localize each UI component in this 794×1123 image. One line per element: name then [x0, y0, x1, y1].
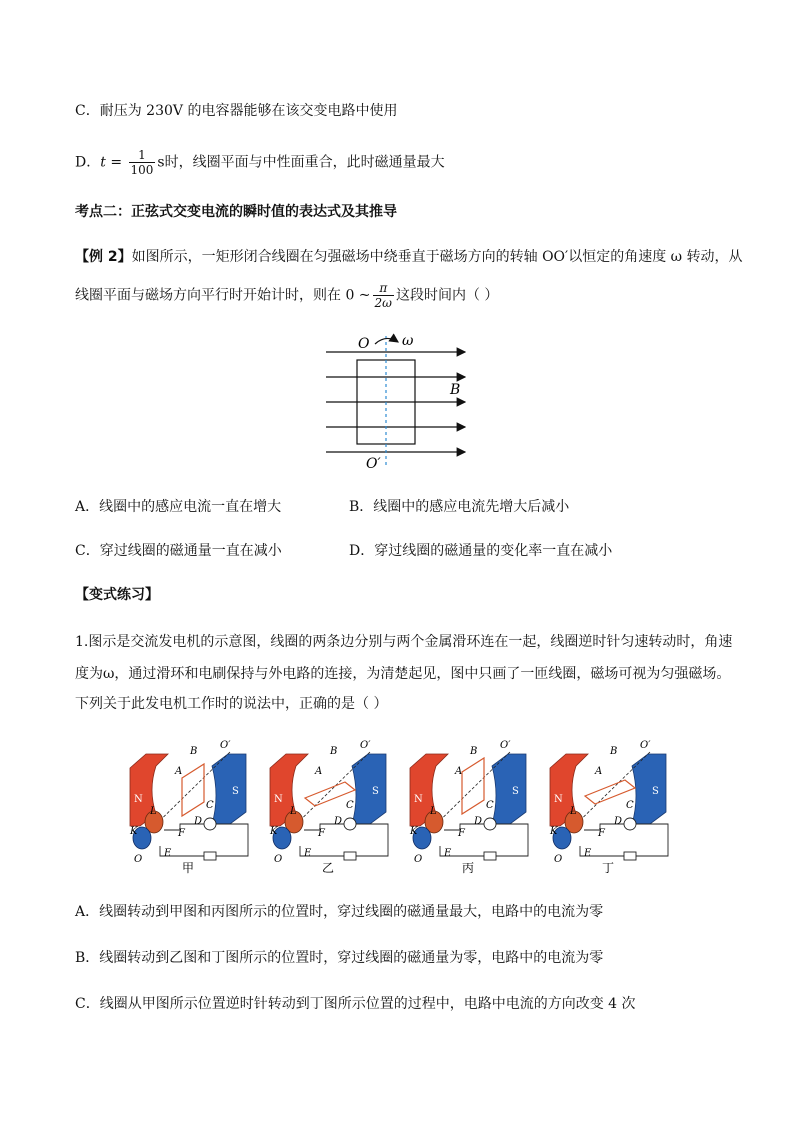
generator-figure-4 [540, 738, 675, 876]
label-d: D [614, 816, 623, 827]
practice-option-a: A．线圈转动到甲图和丙图所示的位置时，穿过线圈的磁通量最大，电路中的电流为零 [75, 904, 604, 920]
label-a: A [455, 766, 463, 777]
south-label: S [232, 786, 239, 797]
south-label: S [652, 786, 659, 797]
option-d-denominator: 100 [130, 163, 154, 177]
figure-caption: 乙 [322, 861, 335, 875]
label-o: O [274, 854, 283, 865]
practice-q1-line2: 度为ω，通过滑环和电刷保持与外电路的连接，为清楚起见，图中只画了一匝线圈，磁场可视为匀强磁场。 [75, 666, 731, 682]
label-b: B [610, 746, 618, 757]
label-b: B [470, 746, 478, 757]
label-a: A [175, 766, 183, 777]
label-k: K [410, 826, 418, 837]
generator-figure-1 [120, 738, 255, 876]
example2-text2-prefix: 线圈平面与磁场方向平行时开始计时，则在 0 ~ [75, 287, 371, 304]
label-f: F [178, 828, 185, 839]
coil-in-field-figure [320, 330, 480, 475]
resistor [344, 852, 356, 860]
coil [182, 764, 204, 816]
option-d-numerator: 1 [129, 148, 156, 163]
generator-figures [120, 738, 680, 876]
label-e: E [444, 848, 452, 859]
north-label: N [134, 794, 143, 805]
option-d-suffix: s时，线圈平面与中性面重合，此时磁通量最大 [157, 154, 445, 171]
label-e: E [164, 848, 172, 859]
practice-q1-line3: 下列关于此发电机工作时的说法中，正确的是（ ） [75, 696, 388, 712]
example2-frac-den: 2ω [374, 296, 392, 310]
option-c-previous: C．耐压为 230V 的电容器能够在该交变电路中使用 [75, 103, 398, 119]
external-circuit [440, 824, 528, 856]
field-lines [326, 352, 465, 452]
label-o-prime: O′ [500, 740, 511, 751]
label-c: C [206, 800, 214, 811]
example2-option-c: C．穿过线圈的磁通量一直在减小 [75, 543, 282, 559]
label-o: O [134, 854, 143, 865]
label-k: K [550, 826, 558, 837]
south-label: S [512, 786, 519, 797]
practice-q1-line1: 1.图示是交流发电机的示意图，线圈的两条边分别与两个金属滑环连在一起，线圈逆时针匀速转动时，角速 [75, 634, 733, 650]
ammeter-icon [624, 818, 636, 830]
option-d-eq: = [105, 154, 127, 171]
external-circuit [160, 824, 248, 856]
example2-frac-num: π [373, 281, 394, 296]
label-f: F [458, 828, 465, 839]
label-o: O [554, 854, 563, 865]
generator-figure-2 [260, 738, 395, 876]
resistor [624, 852, 636, 860]
label-e: E [584, 848, 592, 859]
label-k: K [130, 826, 138, 837]
label-l: L [430, 806, 437, 817]
north-label: N [554, 794, 563, 805]
label-c: C [486, 800, 494, 811]
label-b: B [450, 382, 461, 398]
label-o-prime: O′ [360, 740, 371, 751]
label-o: O [358, 336, 370, 352]
ammeter-icon [204, 818, 216, 830]
resistor [204, 852, 216, 860]
figure-caption: 丙 [462, 861, 475, 875]
label-l: L [150, 806, 157, 817]
example2-tag: 【例 2】 [75, 249, 132, 265]
label-b: B [190, 746, 198, 757]
label-omega: ω [402, 333, 414, 349]
label-l: L [290, 806, 297, 817]
label-b: B [330, 746, 338, 757]
south-label: S [372, 786, 379, 797]
practice-title: 【变式练习】 [75, 587, 159, 603]
label-d: D [474, 816, 483, 827]
example2-option-b: B．线圈中的感应电流先增大后减小 [349, 499, 570, 515]
option-d-prefix: D． [75, 154, 101, 171]
example2-option-a: A．线圈中的感应电流一直在增大 [75, 499, 282, 515]
practice-option-b: B．线圈转动到乙图和丁图所示的位置时，穿过线圈的磁通量为零，电路中的电流为零 [75, 950, 604, 966]
label-f: F [598, 828, 605, 839]
label-o-prime: O′ [220, 740, 231, 751]
ammeter-icon [484, 818, 496, 830]
example2-option-d: D．穿过线圈的磁通量的变化率一直在减小 [349, 543, 613, 559]
option-d-previous [75, 148, 445, 177]
label-o-prime: O′ [640, 740, 651, 751]
label-e: E [304, 848, 312, 859]
example2-line1 [75, 247, 743, 267]
label-f: F [318, 828, 325, 839]
example2-text1: 如图所示，一矩形闭合线圈在匀强磁场中绕垂直于磁场方向的转轴 OO′以恒定的角速度 ω 转动，从 [131, 249, 743, 265]
label-l: L [570, 806, 577, 817]
label-d: D [194, 816, 203, 827]
label-o-prime: O′ [366, 456, 381, 472]
label-c: C [346, 800, 354, 811]
option-d-fraction [129, 148, 156, 177]
example2-fraction [373, 281, 394, 310]
label-a: A [595, 766, 603, 777]
example2-text2-suffix: 这段时间内（ ） [395, 287, 499, 304]
coil [462, 758, 484, 814]
example2-line2 [75, 281, 498, 310]
figure-caption: 甲 [182, 861, 195, 875]
resistor [484, 852, 496, 860]
label-d: D [334, 816, 343, 827]
section-title: 考点二：正弦式交变电流的瞬时值的表达式及其推导 [75, 204, 397, 220]
label-k: K [270, 826, 278, 837]
north-label: N [274, 794, 283, 805]
figure-caption: 丁 [602, 861, 615, 875]
practice-option-c: C．线圈从甲图所示位置逆时针转动到丁图所示位置的过程中，电路中电流的方向改变 4 次 [75, 996, 636, 1012]
label-o: O [414, 854, 423, 865]
external-circuit [580, 824, 668, 856]
option-d-var: t [100, 154, 106, 171]
label-c: C [626, 800, 634, 811]
external-circuit [300, 824, 388, 856]
ammeter-icon [344, 818, 356, 830]
generator-figure-3 [400, 738, 535, 876]
label-a: A [315, 766, 323, 777]
north-label: N [414, 794, 423, 805]
